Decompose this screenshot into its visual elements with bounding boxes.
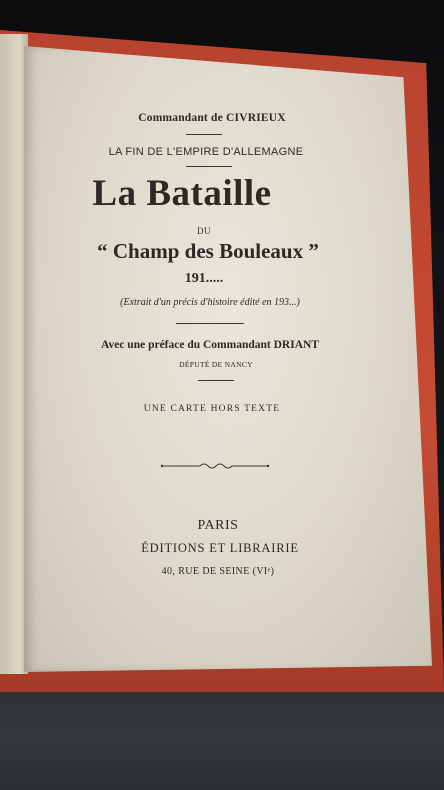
preface-role: DÉPUTÉ DE NANCY	[179, 360, 253, 369]
title-main: La Bataille	[92, 173, 272, 214]
author-name: Commandant de CIVRIEUX	[138, 112, 286, 124]
title-connector: DU	[197, 226, 211, 236]
divider-1	[186, 134, 222, 135]
year: 191.....	[184, 271, 224, 286]
city: PARIS	[197, 518, 239, 533]
preface-line: Avec une préface du Commandant DRIANT	[101, 339, 319, 351]
divider-4	[198, 380, 234, 381]
series-title: LA FIN DE L'EMPIRE D'ALLEMAGNE	[108, 146, 304, 158]
extract-note: (Extrait d'un précis d'histoire édité en 193...)	[120, 297, 300, 308]
title-sub: “ Champ des Bouleaux ”	[97, 239, 319, 263]
address: 40, RUE DE SEINE (VIᵉ)	[161, 566, 275, 577]
publisher: ÉDITIONS ET LIBRAIRIE	[141, 541, 299, 555]
divider-3	[176, 323, 244, 324]
divider-2	[186, 166, 232, 167]
ornament-divider	[160, 461, 270, 471]
map-note: UNE CARTE HORS TEXTE	[143, 404, 281, 414]
left-page-edge	[0, 34, 28, 674]
title-page	[24, 46, 432, 672]
